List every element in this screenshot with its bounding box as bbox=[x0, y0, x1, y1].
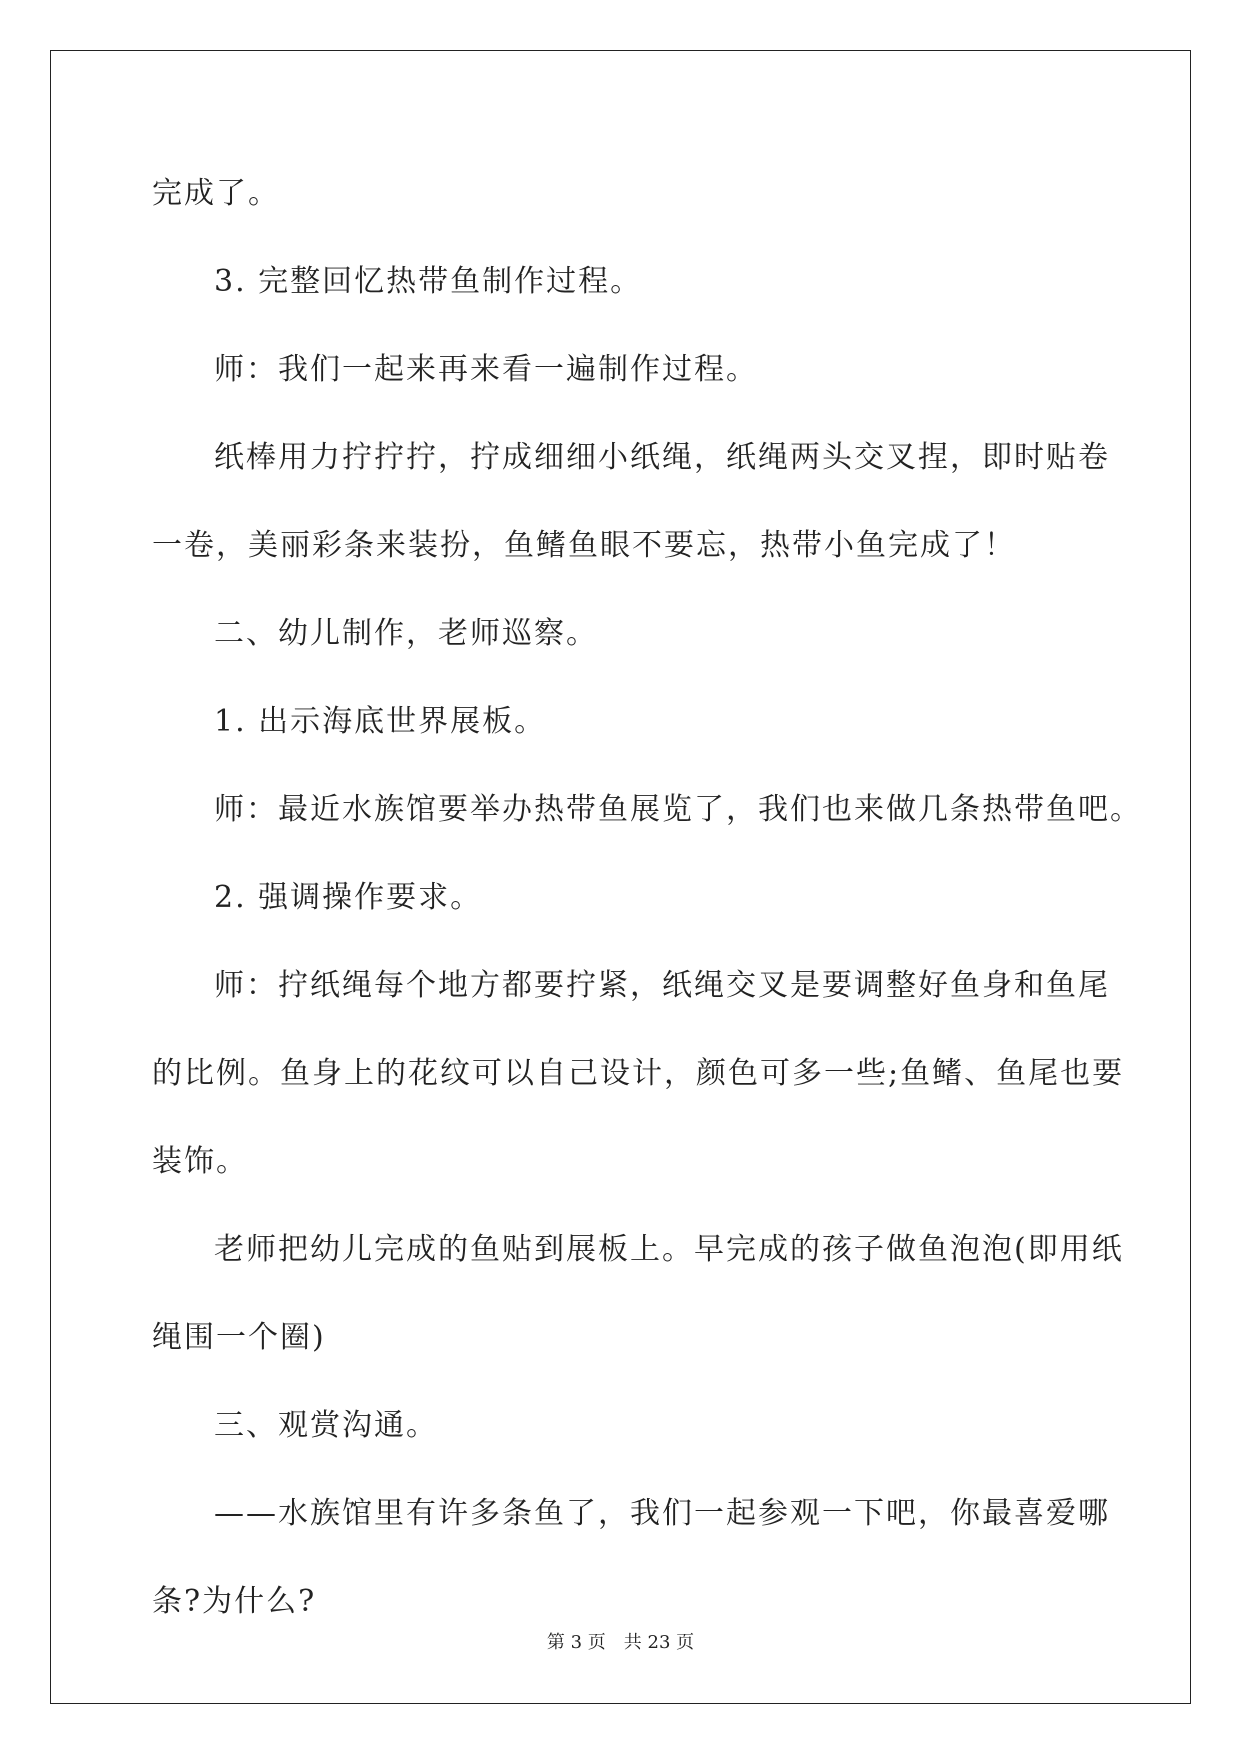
paragraph-line: 装饰。 bbox=[152, 1144, 248, 1179]
paragraph-line: 师：我们一起来再来看一遍制作过程。 bbox=[214, 352, 758, 387]
paragraph-line: 师：拧纸绳每个地方都要拧紧，纸绳交叉是要调整好鱼身和鱼尾 bbox=[214, 968, 1110, 1003]
paragraph-line: 1. 出示海底世界展板。 bbox=[214, 704, 547, 739]
page-number-footer: 第 3 页 共 23 页 bbox=[546, 1632, 695, 1653]
paragraph-line: 绳围一个圈) bbox=[152, 1320, 326, 1355]
paragraph-line: 的比例。鱼身上的花纹可以自己设计，颜色可多一些;鱼鳍、鱼尾也要 bbox=[152, 1056, 1125, 1091]
paragraph-line: 二、幼儿制作，老师巡察。 bbox=[214, 616, 598, 651]
paragraph-line: 3. 完整回忆热带鱼制作过程。 bbox=[214, 264, 643, 299]
paragraph-line: 纸棒用力拧拧拧，拧成细细小纸绳，纸绳两头交叉捏，即时贴卷 bbox=[214, 440, 1110, 475]
document-body bbox=[152, 150, 1142, 1646]
paragraph-line: 条?为什么? bbox=[152, 1584, 317, 1619]
paragraph-line: 一卷，美丽彩条来装扮，鱼鳍鱼眼不要忘，热带小鱼完成了！ bbox=[152, 528, 1016, 563]
paragraph-line: 三、观赏沟通。 bbox=[214, 1408, 438, 1443]
paragraph-line: 2. 强调操作要求。 bbox=[214, 880, 483, 915]
paragraph-line: ——水族馆里有许多条鱼了，我们一起参观一下吧，你最喜爱哪 bbox=[214, 1496, 1110, 1531]
paragraph-line: 老师把幼儿完成的鱼贴到展板上。早完成的孩子做鱼泡泡(即用纸 bbox=[214, 1232, 1124, 1267]
paragraph-line: 完成了。 bbox=[152, 176, 280, 211]
paragraph-line: 师：最近水族馆要举办热带鱼展览了，我们也来做几条热带鱼吧。 bbox=[214, 792, 1142, 827]
